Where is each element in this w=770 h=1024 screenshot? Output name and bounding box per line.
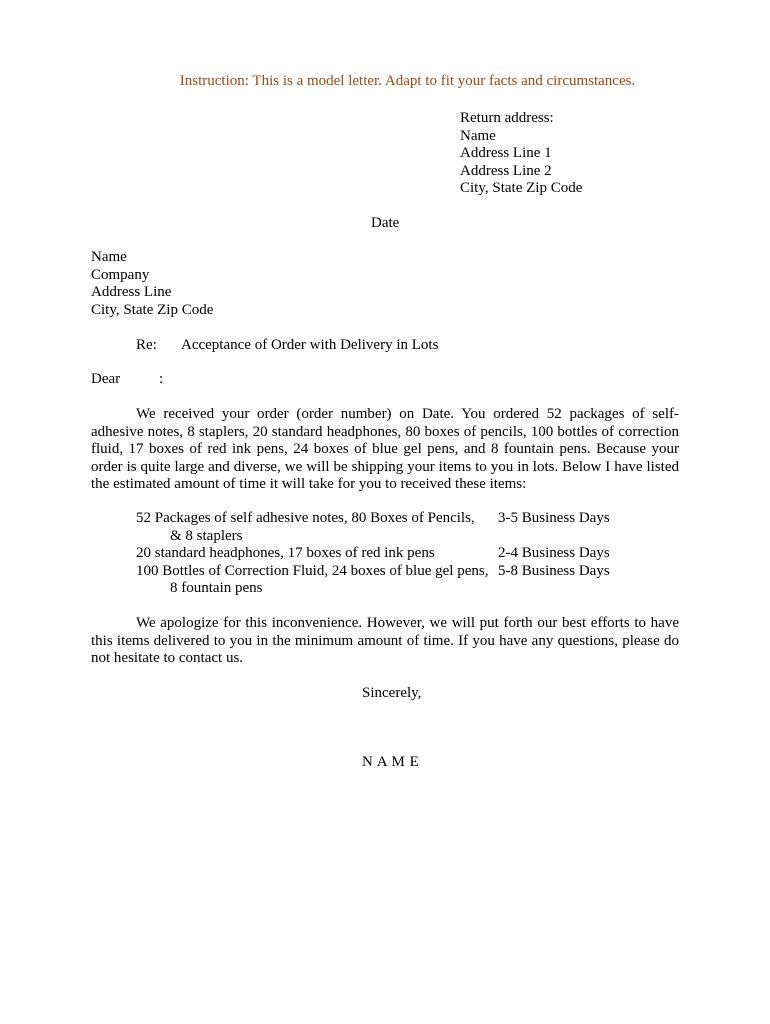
- re-label: Re:: [136, 337, 157, 353]
- delivery-item-3: 100 Bottles of Correction Fluid, 24 boxes of blue gel pens,: [136, 563, 489, 579]
- return-address-block: [460, 110, 582, 198]
- delivery-item-3-continuation: 8 fountain pens: [170, 580, 263, 596]
- body-paragraph-1: We received your order (order number) on Date. You ordered 52 packages of self-adhesive notes, 8 staplers, 20 standard headphones, 80 boxes of pencils, 100 bottles of correction fluid, 17 boxes of red ink pens, 24 boxes of blue gel pens, and 8 fountain pens. Because your order is quite large and diverse, we will be shipping your items to you in lots. Below I have listed the estimated amount of time it will take for you to received these items:: [91, 406, 679, 492]
- salutation-colon: :: [159, 371, 164, 387]
- recipient-address-line: Address Line: [91, 284, 172, 300]
- return-address-city-state-zip: City, State Zip Code: [460, 180, 583, 196]
- re-subject: Acceptance of Order with Delivery in Lots: [181, 337, 439, 353]
- delivery-item-1: 52 Packages of self adhesive notes, 80 Boxes of Pencils,: [136, 510, 475, 526]
- closing-sincerely: Sincerely,: [362, 685, 422, 701]
- return-address-heading: Return address:: [460, 110, 554, 126]
- letter-date: Date: [371, 215, 400, 231]
- instruction-note: Instruction: This is a model letter. Adapt to fit your facts and circumstances.: [179, 73, 636, 89]
- salutation-dear: Dear: [91, 371, 121, 387]
- delivery-time-1: 3-5 Business Days: [498, 510, 610, 526]
- return-address-name: Name: [460, 127, 496, 144]
- return-address-line-2: Address Line 2: [460, 162, 552, 179]
- recipient-company: Company: [91, 266, 150, 283]
- return-address-line-1: Address Line 1: [460, 145, 552, 161]
- delivery-time-3: 5-8 Business Days: [498, 563, 610, 579]
- recipient-address-block: [91, 249, 213, 319]
- recipient-name: Name: [91, 249, 127, 265]
- delivery-time-2: 2-4 Business Days: [498, 545, 610, 561]
- signature-name: N A M E: [362, 754, 420, 770]
- body-paragraph-2: We apologize for this inconvenience. However, we will put forth our best efforts to have this items delivered to you in the minimum amount of time. If you have any questions, please do not hesitate to contact us.: [91, 615, 679, 666]
- recipient-city-state-zip: City, State Zip Code: [91, 301, 214, 318]
- delivery-item-2: 20 standard headphones, 17 boxes of red ink pens: [136, 545, 435, 561]
- delivery-item-1-continuation: & 8 staplers: [170, 528, 243, 544]
